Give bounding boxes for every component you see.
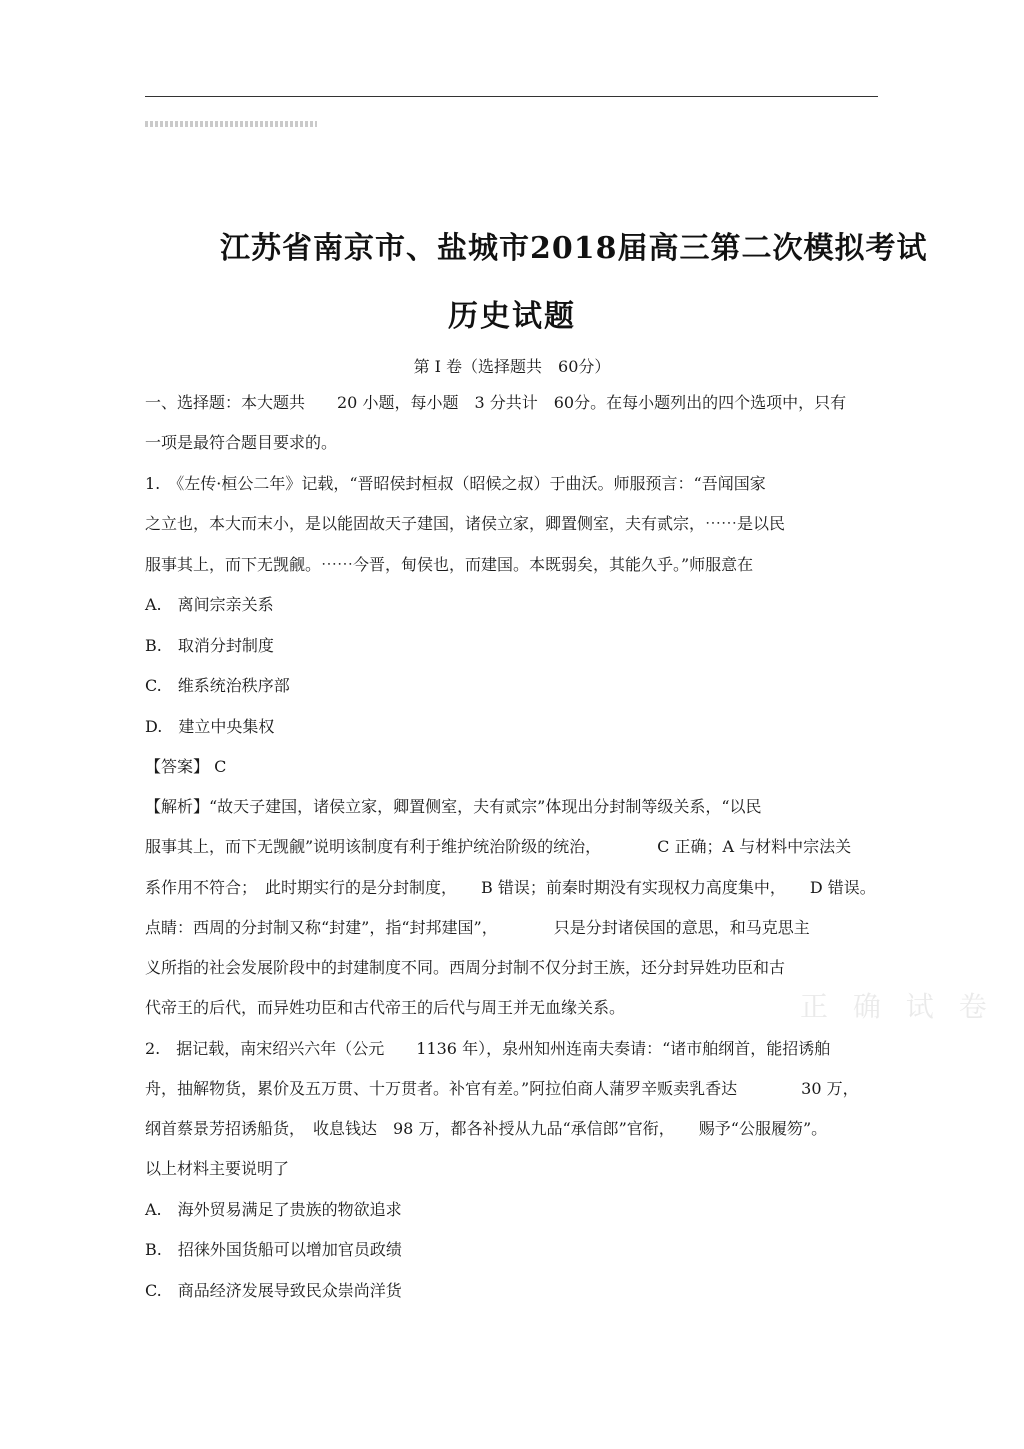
instruction-line-2: 一项是最符合题目要求的。	[145, 433, 338, 452]
question-1-option-a: A. 离间宗亲关系	[145, 595, 274, 614]
question-1-analysis-line-2: 服事其上，而下无觊觎”说明该制度有利于维护统治阶级的统治， C 正确；A 与材料中宗法关	[145, 837, 852, 856]
instruction-line-1: 一、选择题：本大题共 20 小题，每小题 3 分共计 60分。在每小题列出的四个选项中，只有	[145, 393, 847, 412]
question-1-analysis-line-1: 【解析】“故天子建国，诸侯立家，卿置侧室，夫有贰宗”体现出分封制等级关系，“以民	[145, 797, 762, 816]
question-1-stem-line-3: 服事其上，而下无觊觎。⋯⋯今晋，甸侯也，而建国。本既弱矣，其能久乎。”师服意在	[145, 555, 754, 574]
question-2-stem-line-2: 舟，抽解物货，累价及五万贯、十万贯者。补官有差。”阿拉伯商人蒲罗辛贩卖乳香达 30 万，	[145, 1079, 859, 1098]
header-faint-text	[145, 121, 317, 127]
question-2-stem-line-1: 2. 据记载，南宋绍兴六年（公元 1136 年），泉州知州连南夫奏请：“诸市舶纲首，能招诱舶	[145, 1039, 831, 1058]
question-1-note-line-2: 义所指的社会发展阶段中的封建制度不同。西周分封制不仅分封王族，还分封异姓功臣和古	[145, 958, 786, 977]
question-1-option-b: B. 取消分封制度	[145, 636, 274, 655]
question-2-option-b: B. 招徕外国货船可以增加官员政绩	[145, 1240, 402, 1259]
question-2-stem-line-4: 以上材料主要说明了	[145, 1159, 290, 1178]
question-1-note-line-3: 代帝王的后代，而异姓功臣和古代帝王的后代与周王并无血缘关系。	[145, 998, 626, 1017]
question-1-option-c: C. 维系统治秩序部	[145, 676, 290, 695]
page-title: 江苏省南京市、盐城市2018届高三第二次模拟考试	[220, 231, 928, 266]
page-subtitle: 历史试题	[448, 299, 576, 334]
question-1-option-d: D. 建立中央集权	[145, 717, 275, 736]
header-rule	[145, 96, 878, 97]
question-1-stem-line-2: 之立也，本大而末小，是以能固故天子建国，诸侯立家，卿置侧室，夫有贰宗，⋯⋯是以民	[145, 514, 786, 533]
faint-watermark: 正 确 试 卷	[800, 990, 995, 1023]
question-1-analysis-line-3: 系作用不符合； 此时期实行的是分封制度， B 错误；前秦时期没有实现权力高度集中， D 错误。	[145, 878, 876, 897]
question-1-note-line-1: 点睛：西周的分封制又称“封建”，指“封邦建国”， 只是分封诸侯国的意思，和马克思主	[145, 918, 810, 937]
question-2-option-c: C. 商品经济发展导致民众崇尚洋货	[145, 1281, 402, 1300]
question-2-stem-line-3: 纲首蔡景芳招诱船货， 收息钱达 98 万，都各补授从九品“承信郎”官衔， 赐予“公服履笏”。	[145, 1119, 828, 1138]
section-header: 第 I 卷（选择题共 60分）	[413, 357, 611, 376]
question-1-answer: 【答案】 C	[145, 757, 227, 776]
question-2-option-a: A. 海外贸易满足了贵族的物欲追求	[145, 1200, 402, 1219]
question-1-stem-line-1: 1. 《左传·桓公二年》记载，“晋昭侯封桓叔（昭候之叔）于曲沃。师服预言：“吾闻国家	[145, 474, 766, 493]
